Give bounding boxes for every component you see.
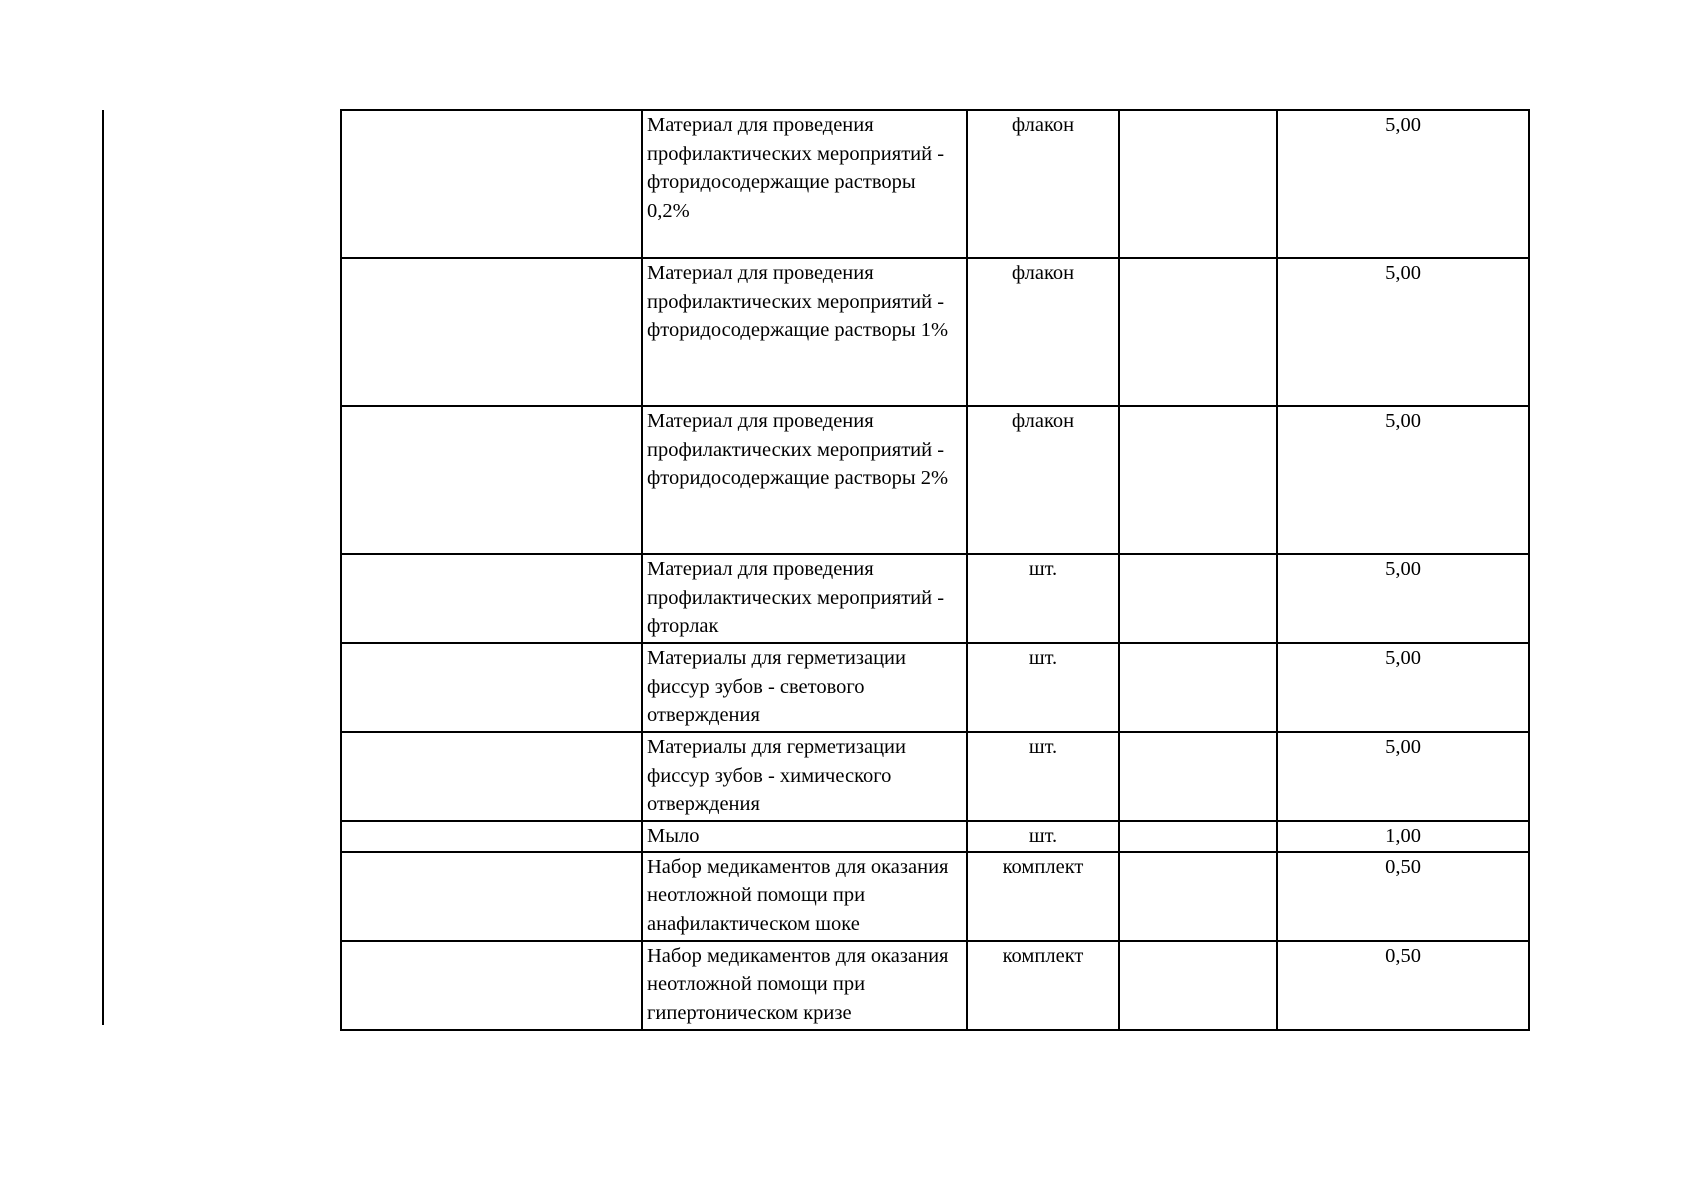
- item-extra: [1119, 643, 1277, 732]
- item-unit: комплект: [967, 852, 1119, 941]
- item-name: Набор медикаментов для оказания неотложной помощи при гипертоническом кризе: [642, 941, 967, 1030]
- item-name: Материал для проведения профилактических мероприятий - фторидосодержащие растворы 0,2%: [642, 110, 967, 258]
- item-extra: [1119, 852, 1277, 941]
- item-name: Материал для проведения профилактических мероприятий - фторидосодержащие растворы 2%: [642, 406, 967, 554]
- item-unit: флакон: [967, 258, 1119, 406]
- item-unit: шт.: [967, 821, 1119, 852]
- group-cell: [341, 110, 642, 258]
- table-row: [341, 554, 1529, 643]
- group-cell: [341, 852, 642, 941]
- item-extra: [1119, 554, 1277, 643]
- left-margin-rule: [102, 110, 104, 1025]
- table-row: [341, 258, 1529, 406]
- item-extra: [1119, 941, 1277, 1030]
- table-row: [341, 643, 1529, 732]
- group-cell: [341, 258, 642, 406]
- item-unit: шт.: [967, 554, 1119, 643]
- materials-table: [340, 109, 1530, 1031]
- item-unit: флакон: [967, 110, 1119, 258]
- table-row: [341, 406, 1529, 554]
- table-row: [341, 852, 1529, 941]
- group-cell: [341, 732, 642, 821]
- item-unit: флакон: [967, 406, 1119, 554]
- item-quantity: 5,00: [1277, 406, 1529, 554]
- item-quantity: 5,00: [1277, 110, 1529, 258]
- item-quantity: 5,00: [1277, 643, 1529, 732]
- item-extra: [1119, 821, 1277, 852]
- item-extra: [1119, 406, 1277, 554]
- item-unit: комплект: [967, 941, 1119, 1030]
- group-cell: [341, 941, 642, 1030]
- item-name: Материалы для герметизации фиссур зубов - химического отверждения: [642, 732, 967, 821]
- item-extra: [1119, 110, 1277, 258]
- item-extra: [1119, 732, 1277, 821]
- group-cell: [341, 406, 642, 554]
- table-row: [341, 110, 1529, 258]
- item-name: Материал для проведения профилактических мероприятий - фторлак: [642, 554, 967, 643]
- item-quantity: 0,50: [1277, 941, 1529, 1030]
- item-unit: шт.: [967, 643, 1119, 732]
- table-row: [341, 821, 1529, 852]
- group-cell: [341, 643, 642, 732]
- item-name: Мыло: [642, 821, 967, 852]
- item-name: Материалы для герметизации фиссур зубов - светового отверждения: [642, 643, 967, 732]
- group-cell: [341, 554, 642, 643]
- item-quantity: 5,00: [1277, 554, 1529, 643]
- table-row: [341, 941, 1529, 1030]
- item-name: Материал для проведения профилактических мероприятий - фторидосодержащие растворы 1%: [642, 258, 967, 406]
- item-extra: [1119, 258, 1277, 406]
- item-quantity: 0,50: [1277, 852, 1529, 941]
- item-unit: шт.: [967, 732, 1119, 821]
- item-quantity: 5,00: [1277, 732, 1529, 821]
- item-quantity: 1,00: [1277, 821, 1529, 852]
- table-row: [341, 732, 1529, 821]
- item-quantity: 5,00: [1277, 258, 1529, 406]
- group-cell: [341, 821, 642, 852]
- item-name: Набор медикаментов для оказания неотложной помощи при анафилактическом шоке: [642, 852, 967, 941]
